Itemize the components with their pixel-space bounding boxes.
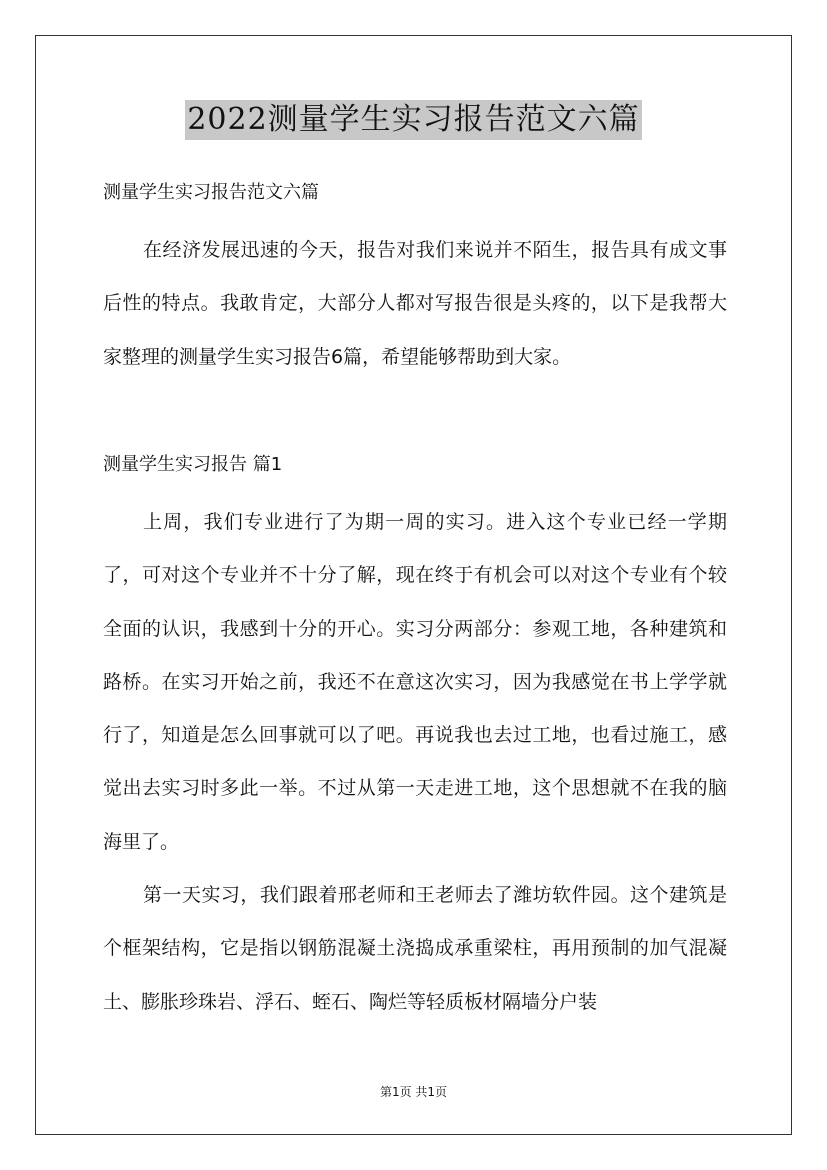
title-container	[0, 100, 827, 140]
intro-paragraph: 在经济发展迅速的今天，报告对我们来说并不陌生，报告具有成文事后性的特点。我敢肯定，大部分人都对写报告很是头疼的，以下是我帮大家整理的测量学生实习报告6篇，希望能够帮助到大家。	[103, 239, 727, 368]
body-paragraph-2: 第一天实习，我们跟着邢老师和王老师去了潍坊软件园。这个建筑是个框架结构，它是指以钢筋混凝土浇捣成承重梁柱，再用预制的加气混凝土、膨胀珍珠岩、浮石、蛭石、陶烂等轻质板材隔墙分户装	[103, 884, 727, 1013]
document-subtitle: 测量学生实习报告范文六篇	[103, 182, 319, 203]
page-number: 第1页 共1页	[379, 1085, 448, 1099]
section-heading: 测量学生实习报告 篇1	[103, 454, 283, 475]
document-title: 2022测量学生实习报告范文六篇	[185, 100, 641, 140]
body-paragraph-1: 上周，我们专业进行了为期一周的实习。进入这个专业已经一学期了，可对这个专业并不十分了解，现在终于有机会可以对这个专业有个较全面的认识，我感到十分的开心。实习分两部分：参观工地，各种建筑和路桥。在实习开始之前，我还不在意这次实习，因为我感觉在书上学学就行了，知道是怎么回事就可以了吧。再说我也去过工地，也看过施工，感觉出去实习时多此一举。不过从第一天走进工地，这个思想就不在我的脑海里了。	[103, 511, 727, 853]
